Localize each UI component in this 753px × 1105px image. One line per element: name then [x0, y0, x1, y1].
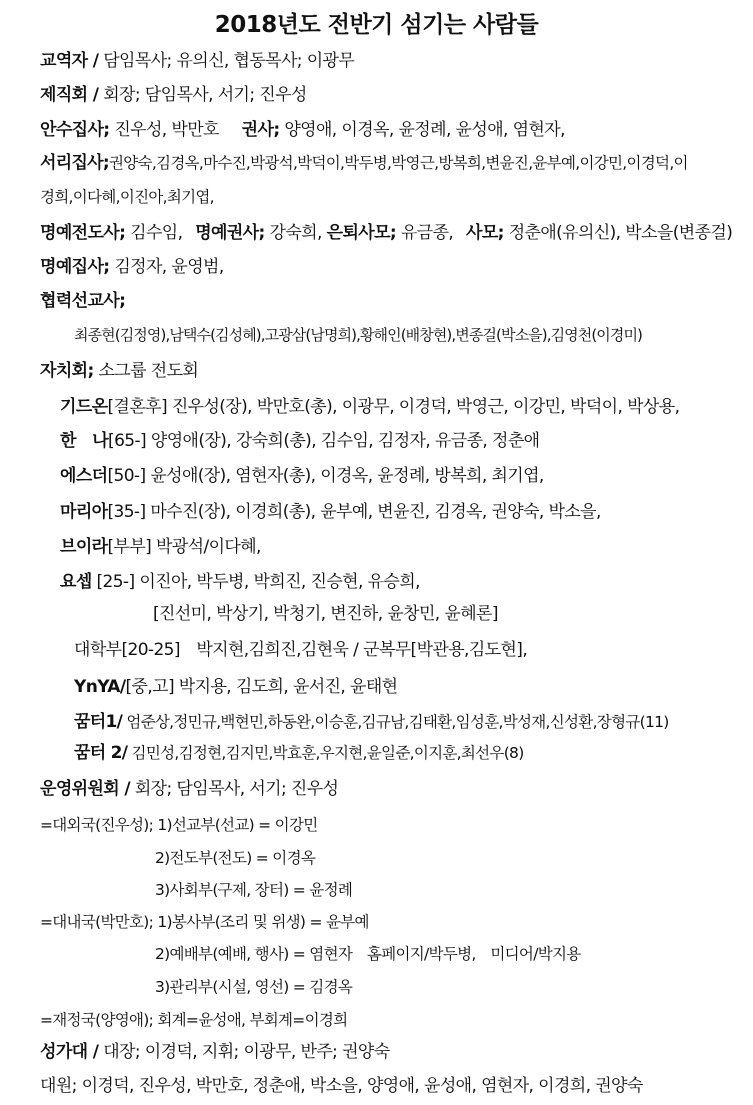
samo-label: 사모;: [466, 223, 504, 243]
seori-label: 서리집사;: [40, 153, 109, 173]
committee-label: 운영위원회 /: [40, 779, 131, 799]
myeongye-jipsa-text: 김정자, 윤영범,: [114, 257, 224, 277]
college-text: 대학부[20-25] 박지현,김희진,김현욱 / 군복무[박관용,김도현],: [74, 640, 528, 660]
myeongye-jipsa-label: 명예집사;: [40, 257, 110, 277]
kkumteo2-text: 김민성,김정현,김지민,박효훈,우지현,윤일준,이지훈,최선우(8): [131, 744, 524, 762]
maria-text: 마수진(장), 이경희(총), 윤부예, 변윤진, 김경옥, 권양숙, 박소을,: [150, 502, 601, 522]
jachihoe-label: 자치회;: [40, 361, 94, 381]
gwonsa-text: 양영애, 이경옥, 윤정례, 윤성애, 염현자,: [284, 120, 565, 140]
hanna-text: 양영애(장), 강숙희(총), 김수임, 김정자, 유금종, 정춘애: [150, 431, 540, 451]
euntoe-samo-label: 은퇴사모;: [326, 223, 397, 243]
choir-members-line: [40, 1076, 643, 1096]
seori-line-cont: [40, 187, 214, 207]
ansu-label: 안수집사;: [40, 120, 110, 140]
choir-members-text: 대원; 이경덕, 진우성, 박만호, 정춘애, 박소을, 양영애, 윤성애, 염현자, 이경희, 권양숙: [40, 1076, 643, 1096]
seori-text-cont: 경희,이다혜,이진아,최기엽,: [40, 188, 214, 206]
joseph-label: 요셉: [60, 572, 92, 592]
jejikhoe-line: [40, 85, 307, 105]
priscilla-text: 박광석/이다혜,: [156, 537, 261, 557]
esther-text: 윤성애(장), 염현자(총), 이경옥, 윤정례, 방복희, 최기엽,: [150, 466, 544, 486]
seori-line: [40, 153, 688, 173]
kkumteo2-label: 꿈터 2/: [74, 743, 128, 763]
group-priscilla: [60, 537, 261, 557]
group-joseph: [60, 572, 420, 592]
daewe-line-1: [40, 815, 318, 835]
hanna-label: 한 나: [60, 431, 109, 451]
gideon-tag: [결혼후]: [107, 397, 167, 417]
committee-line: [40, 779, 338, 799]
myeongye-jeondosa-text: 김수임,: [130, 223, 183, 243]
myeongye-gwonsa-label: 명예권사;: [195, 223, 265, 243]
ansu-line: [40, 120, 565, 140]
gideon-text: 진우성(장), 박만호(총), 이광무, 이경덕, 박영근, 이강민, 박덕이, 박상용,: [171, 397, 680, 417]
daewe-text-3: 3)사회부(구제, 장터) = 윤정례: [155, 881, 353, 899]
myeongye-jipsa-line: [40, 257, 224, 277]
daewe-line-2: [155, 848, 315, 868]
myeongye-line: [40, 223, 732, 243]
ynya-tag: [중,고]: [125, 677, 174, 697]
esther-tag: [50-]: [107, 466, 146, 486]
myeongye-gwonsa-text: 강숙희,: [269, 223, 322, 243]
group-esther: [60, 466, 544, 486]
daenae-line-1: [40, 912, 369, 932]
euntoe-samo-text: 유금종,: [400, 223, 454, 243]
daenae-line-2: [155, 944, 581, 964]
jejikhoe-label: 제직회 /: [40, 85, 99, 105]
missionaries-list: [74, 325, 642, 345]
group-kkumteo1: [74, 712, 669, 732]
missionaries-label: 협력선교사;: [40, 291, 126, 311]
missionaries-line: [40, 291, 125, 311]
choir-label: 성가대 /: [40, 1042, 99, 1062]
gyoyeokja-line: [40, 51, 354, 71]
joseph-text-cont: [진선미, 박상기, 박청기, 변진하, 윤창민, 윤혜론]: [153, 604, 498, 624]
priscilla-label: 브이라: [60, 537, 108, 557]
daenae-text-1: =대내국(박만호); 1)봉사부(조리 및 위생) = 윤부예: [40, 913, 369, 931]
kkumteo1-text: 엄준상,정민규,백현민,하동완,이승훈,김규남,김태환,임성훈,박성재,신성환,장형규(11): [126, 713, 669, 731]
gwonsa-label: 권사;: [241, 120, 280, 140]
esther-label: 에스더: [60, 466, 108, 486]
ynya-label: YnYA/: [74, 677, 126, 697]
jejikhoe-text: 회장; 담임목사, 서기; 진우성: [103, 85, 307, 105]
daewe-text-1: =대외국(진우성); 1)선교부(선교) = 이강민: [40, 816, 318, 834]
group-ynya: [74, 677, 397, 697]
gyoyeokja-label: 교역자 /: [40, 51, 99, 71]
choir-text: 대장; 이경덕, 지휘; 이광무, 반주; 권양숙: [103, 1042, 390, 1062]
daewe-line-3: [155, 880, 352, 900]
group-kkumteo2: [74, 743, 524, 763]
maria-tag: [35-]: [107, 502, 146, 522]
daewe-text-2: 2)전도부(전도) = 이경옥: [155, 849, 316, 867]
priscilla-tag: [부부]: [107, 537, 152, 557]
ynya-text: 박지용, 김도희, 윤서진, 윤태현: [178, 677, 398, 697]
samo-text: 정춘애(유의신), 박소을(변종걸): [508, 223, 733, 243]
jaejeong-line: [40, 1010, 347, 1030]
joseph-tag: [25-]: [96, 572, 135, 592]
daenae-line-3: [155, 977, 352, 997]
document-title: 2018년도 전반기 섬기는 사람들: [214, 12, 539, 38]
group-hanna: [60, 431, 540, 451]
jaejeong-text: =재정국(양영애); 회계=윤성애, 부회계=이경희: [40, 1011, 348, 1029]
daenae-text-3: 3)관리부(시설, 영선) = 김경옥: [155, 978, 353, 996]
jachihoe-line: [40, 361, 198, 381]
daenae-text-2: 2)예배부(예배, 행사) = 염현자 홈페이지/박두병, 미디어/박지용: [155, 945, 581, 963]
seori-text: 권양숙,김경옥,마수진,박광석,박덕이,박두병,박영근,방복희,변윤진,윤부예,이강민,이경덕,이: [109, 154, 688, 172]
ansu-text: 진우성, 박만호: [114, 120, 219, 140]
hanna-tag: [65-]: [108, 431, 147, 451]
committee-text: 회장; 담임목사, 서기; 진우성: [134, 779, 339, 799]
group-maria: [60, 502, 601, 522]
joseph-text: 이진아, 박두병, 박희진, 진승현, 유승희,: [139, 572, 420, 592]
group-college: [74, 640, 527, 660]
kkumteo1-label: 꿈터1/: [74, 712, 123, 732]
missionaries-text: 최종현(김정영),남택수(김성혜),고광삼(남명희),황해인(배창현),변종걸(박소을),김영천(이경미): [74, 326, 643, 344]
choir-line: [40, 1042, 390, 1062]
maria-label: 마리아: [60, 502, 108, 522]
myeongye-jeondosa-label: 명예전도사;: [40, 223, 126, 243]
group-joseph-cont: [153, 604, 498, 624]
jachihoe-text: 소그룹 전도회: [98, 361, 199, 381]
gyoyeokja-text: 담임목사; 유의신, 협동목사; 이광무: [103, 51, 355, 71]
group-gideon: [60, 397, 679, 417]
gideon-label: 기드온: [60, 397, 108, 417]
